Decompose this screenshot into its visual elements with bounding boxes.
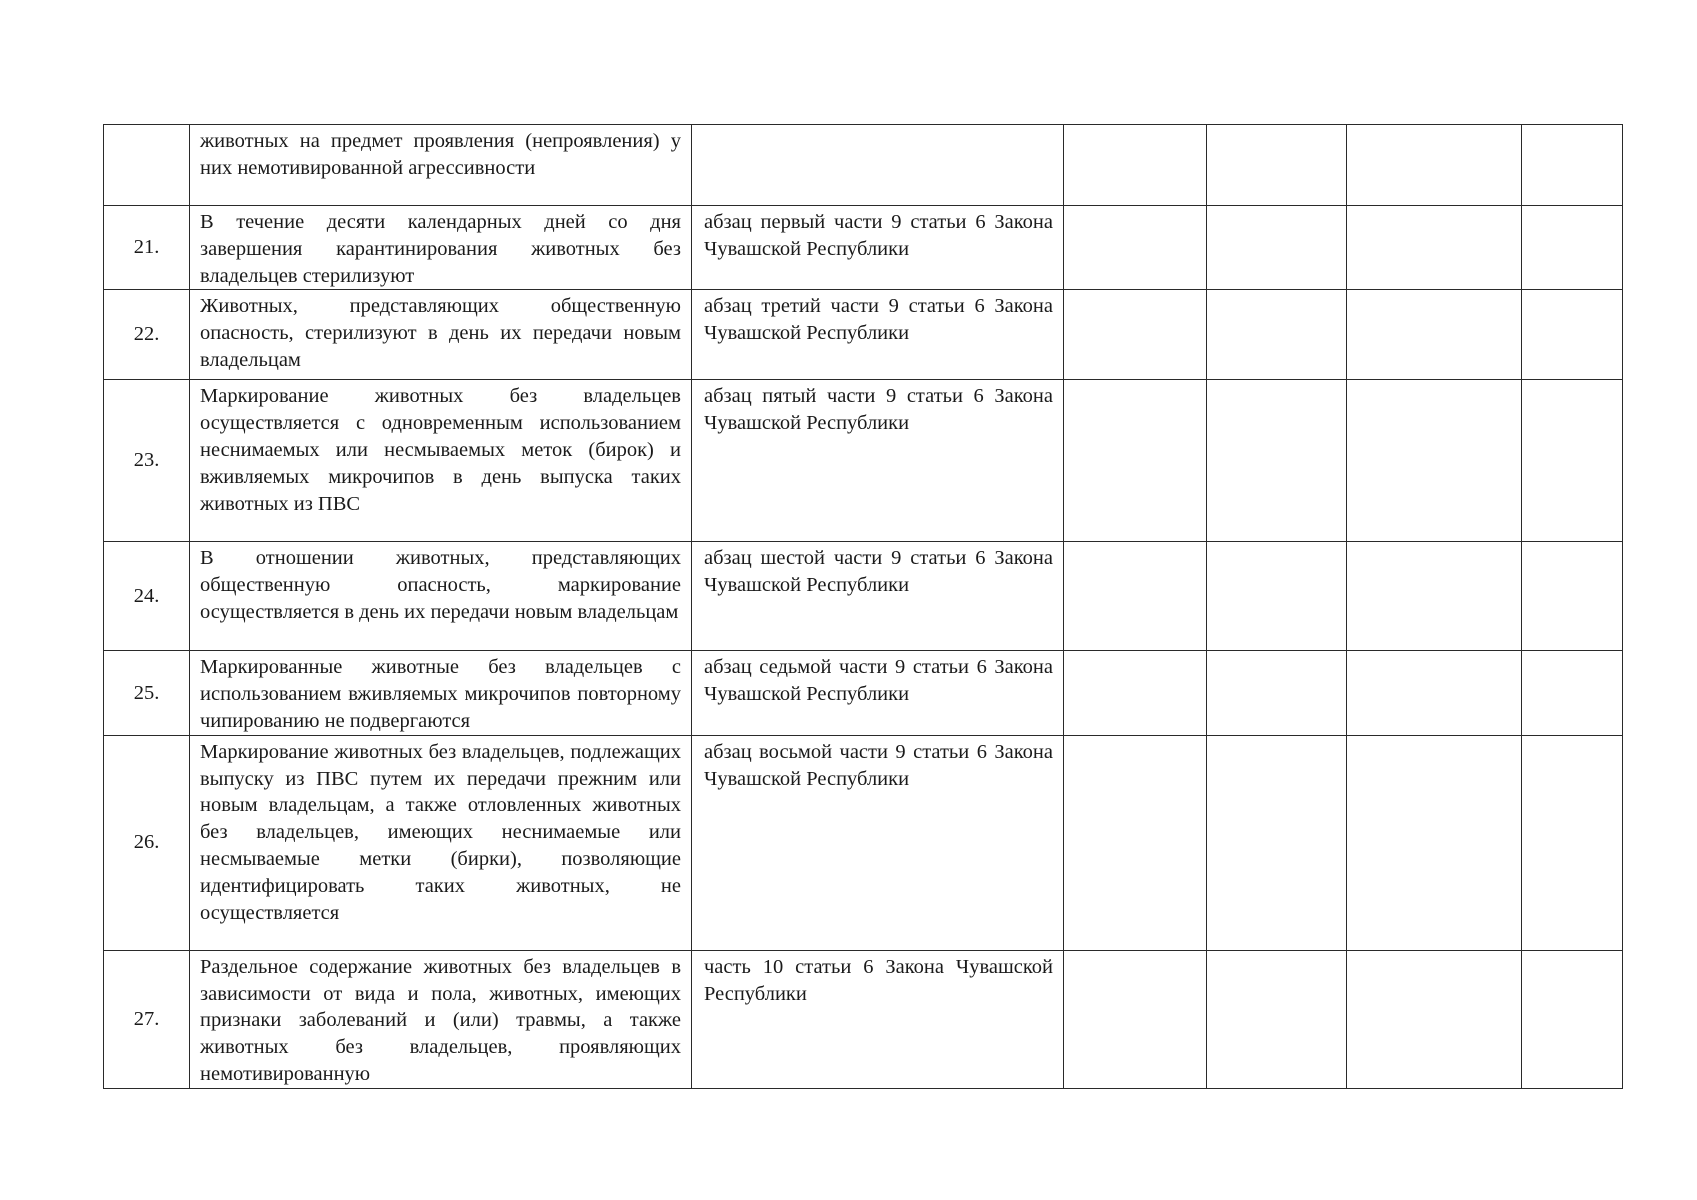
law-reference: абзац седьмой части 9 статьи 6 Закона Чувашской Республики: [692, 651, 1064, 735]
empty-cell: [1064, 125, 1207, 206]
empty-cell: [1064, 206, 1207, 290]
empty-cell: [1207, 651, 1347, 735]
empty-cell: [1207, 206, 1347, 290]
table-row: [104, 735, 1623, 950]
row-number: 26.: [104, 735, 190, 950]
row-number: [104, 125, 190, 206]
row-number: 25.: [104, 651, 190, 735]
empty-cell: [1522, 290, 1623, 380]
table-row: [104, 542, 1623, 651]
requirement-text: Маркирование животных без владельцев, подлежащих выпуску из ПВС путем их передачи прежним или новым владельцам, а также отловленных животных без владельцев, имеющих неснимаемые или несмываемые метки (бирки), позволяющие идентифицировать таких животных, не осуществляется: [190, 735, 692, 950]
empty-cell: [1522, 542, 1623, 651]
law-reference: абзац первый части 9 статьи 6 Закона Чувашской Республики: [692, 206, 1064, 290]
empty-cell: [1207, 290, 1347, 380]
empty-cell: [1064, 950, 1207, 1088]
empty-cell: [1522, 206, 1623, 290]
empty-cell: [1207, 380, 1347, 542]
requirement-text: животных на предмет проявления (непроявления) у них немотивированной агрессивности: [190, 125, 692, 206]
row-number: 23.: [104, 380, 190, 542]
requirement-text: Маркирование животных без владельцев осуществляется с одновременным использованием неснимаемых или несмываемых меток (бирок) и вживляемых микрочипов в день выпуска таких животных из ПВС: [190, 380, 692, 542]
table-row: [104, 125, 1623, 206]
table-row: [104, 290, 1623, 380]
empty-cell: [1347, 206, 1522, 290]
empty-cell: [1064, 735, 1207, 950]
requirement-text: Маркированные животные без владельцев с использованием вживляемых микрочипов повторному чипированию не подвергаются: [190, 651, 692, 735]
empty-cell: [1207, 735, 1347, 950]
law-reference: часть 10 статьи 6 Закона Чувашской Республики: [692, 950, 1064, 1088]
empty-cell: [1064, 651, 1207, 735]
law-reference: абзац третий части 9 статьи 6 Закона Чувашской Республики: [692, 290, 1064, 380]
empty-cell: [1347, 125, 1522, 206]
law-reference: абзац пятый части 9 статьи 6 Закона Чувашской Республики: [692, 380, 1064, 542]
row-number: 22.: [104, 290, 190, 380]
empty-cell: [1347, 950, 1522, 1088]
law-reference: абзац восьмой части 9 статьи 6 Закона Чувашской Республики: [692, 735, 1064, 950]
empty-cell: [1207, 950, 1347, 1088]
table-row: [104, 651, 1623, 735]
empty-cell: [1522, 735, 1623, 950]
empty-cell: [1064, 380, 1207, 542]
table-row: [104, 950, 1623, 1088]
table-row: [104, 380, 1623, 542]
empty-cell: [1347, 542, 1522, 651]
empty-cell: [1522, 950, 1623, 1088]
requirement-text: В отношении животных, представляющих общественную опасность, маркирование осуществляется в день их передачи новым владельцам: [190, 542, 692, 651]
row-number: 27.: [104, 950, 190, 1088]
empty-cell: [1207, 125, 1347, 206]
empty-cell: [1347, 380, 1522, 542]
empty-cell: [1064, 290, 1207, 380]
row-number: 24.: [104, 542, 190, 651]
empty-cell: [1522, 380, 1623, 542]
requirement-text: В течение десяти календарных дней со дня завершения карантинирования животных без владельцев стерилизуют: [190, 206, 692, 290]
empty-cell: [1064, 542, 1207, 651]
empty-cell: [1347, 735, 1522, 950]
empty-cell: [1522, 651, 1623, 735]
row-number: 21.: [104, 206, 190, 290]
empty-cell: [1347, 290, 1522, 380]
law-reference: [692, 125, 1064, 206]
requirement-text: Животных, представляющих общественную опасность, стерилизуют в день их передачи новым владельцам: [190, 290, 692, 380]
requirements-table: [103, 124, 1623, 1089]
law-reference: абзац шестой части 9 статьи 6 Закона Чувашской Республики: [692, 542, 1064, 651]
requirement-text: Раздельное содержание животных без владельцев в зависимости от вида и пола, животных, имеющих признаки заболеваний и (или) травмы, а также животных без владельцев, проявляющих немотивированную: [190, 950, 692, 1088]
empty-cell: [1207, 542, 1347, 651]
empty-cell: [1522, 125, 1623, 206]
table-row: [104, 206, 1623, 290]
empty-cell: [1347, 651, 1522, 735]
